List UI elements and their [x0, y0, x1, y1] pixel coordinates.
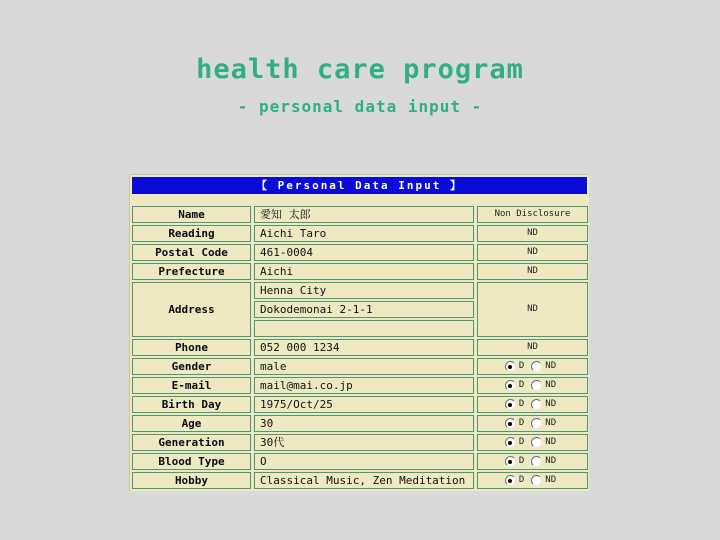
hobby-label: Hobby [132, 472, 251, 489]
email-disclosure-group [477, 377, 588, 394]
age-label: Age [132, 415, 251, 432]
reading-field[interactable]: Aichi Taro [254, 225, 474, 242]
not-disclose-radio-label: ND [545, 437, 557, 447]
disclose-radio-label: D [518, 399, 525, 409]
hobby-not-disclose-radio[interactable] [531, 475, 542, 486]
postal-code-nd-status: ND [477, 244, 588, 261]
name-label: Name [132, 206, 251, 223]
age-field[interactable]: 30 [254, 415, 474, 432]
generation-field[interactable]: 30代 [254, 434, 474, 451]
not-disclose-radio-label: ND [545, 361, 557, 371]
phone-label: Phone [132, 339, 251, 356]
hobby-field[interactable]: Classical Music, Zen Meditation [254, 472, 474, 489]
page-subtitle: - personal data input - [237, 97, 483, 116]
hobby-disclosure-group [477, 472, 588, 489]
birth-day-disclose-radio[interactable] [505, 399, 516, 410]
address-field-line2[interactable]: Dokodemonai 2-1-1 [254, 301, 474, 318]
email-disclose-radio[interactable] [505, 380, 516, 391]
table-row-birth-day [132, 396, 587, 413]
not-disclose-radio-label: ND [545, 456, 557, 466]
gender-field[interactable]: male [254, 358, 474, 375]
age-disclosure-group [477, 415, 588, 432]
prefecture-field[interactable]: Aichi [254, 263, 474, 280]
generation-disclosure-group [477, 434, 588, 451]
birth-day-label: Birth Day [132, 396, 251, 413]
email-label: E-mail [132, 377, 251, 394]
birth-day-field[interactable]: 1975/Oct/25 [254, 396, 474, 413]
non-disclosure-header: Non Disclosure [477, 206, 588, 223]
blood-type-disclose-radio[interactable] [505, 456, 516, 467]
blood-type-not-disclose-radio[interactable] [531, 456, 542, 467]
age-not-disclose-radio[interactable] [531, 418, 542, 429]
generation-disclose-radio[interactable] [505, 437, 516, 448]
disclose-radio-label: D [518, 361, 525, 371]
table-row-blood-type [132, 453, 587, 470]
table-row-gender [132, 358, 587, 375]
phone-nd-status: ND [477, 339, 588, 356]
form-header-bar: 【 Personal Data Input 】 [132, 177, 587, 194]
table-row-prefecture [132, 263, 587, 280]
address-field-line1[interactable]: Henna City [254, 282, 474, 299]
blood-type-label: Blood Type [132, 453, 251, 470]
table-row-phone [132, 339, 587, 356]
blood-type-field[interactable]: O [254, 453, 474, 470]
email-field[interactable]: mail@mai.co.jp [254, 377, 474, 394]
table-row-postal-code [132, 244, 587, 261]
blood-type-disclosure-group [477, 453, 588, 470]
address-nd-status: ND [477, 282, 588, 337]
birth-day-disclosure-group [477, 396, 588, 413]
phone-field[interactable]: 052 000 1234 [254, 339, 474, 356]
table-row-address [132, 282, 587, 337]
generation-not-disclose-radio[interactable] [531, 437, 542, 448]
address-field-line3[interactable] [254, 320, 474, 337]
not-disclose-radio-label: ND [545, 399, 557, 409]
reading-label: Reading [132, 225, 251, 242]
disclose-radio-label: D [518, 418, 525, 428]
table-row-age [132, 415, 587, 432]
generation-label: Generation [132, 434, 251, 451]
gender-label: Gender [132, 358, 251, 375]
prefecture-label: Prefecture [132, 263, 251, 280]
table-row-generation [132, 434, 587, 451]
name-field[interactable]: 愛知 太郎 [254, 206, 474, 223]
table-row-hobby [132, 472, 587, 489]
gender-not-disclose-radio[interactable] [531, 361, 542, 372]
gender-disclosure-group [477, 358, 588, 375]
disclose-radio-label: D [518, 437, 525, 447]
not-disclose-radio-label: ND [545, 380, 557, 390]
age-disclose-radio[interactable] [505, 418, 516, 429]
not-disclose-radio-label: ND [545, 418, 557, 428]
prefecture-nd-status: ND [477, 263, 588, 280]
table-row-reading [132, 225, 587, 242]
birth-day-not-disclose-radio[interactable] [531, 399, 542, 410]
table-row-email [132, 377, 587, 394]
page-title: health care program [196, 54, 524, 85]
disclose-radio-label: D [518, 380, 525, 390]
personal-data-form [129, 174, 589, 491]
disclose-radio-label: D [518, 475, 525, 485]
hobby-disclose-radio[interactable] [505, 475, 516, 486]
disclose-radio-label: D [518, 456, 525, 466]
postal-code-label: Postal Code [132, 244, 251, 261]
postal-code-field[interactable]: 461-0004 [254, 244, 474, 261]
not-disclose-radio-label: ND [545, 475, 557, 485]
table-row-name [132, 206, 587, 223]
email-not-disclose-radio[interactable] [531, 380, 542, 391]
reading-nd-status: ND [477, 225, 588, 242]
gender-disclose-radio[interactable] [505, 361, 516, 372]
address-label: Address [132, 282, 251, 337]
